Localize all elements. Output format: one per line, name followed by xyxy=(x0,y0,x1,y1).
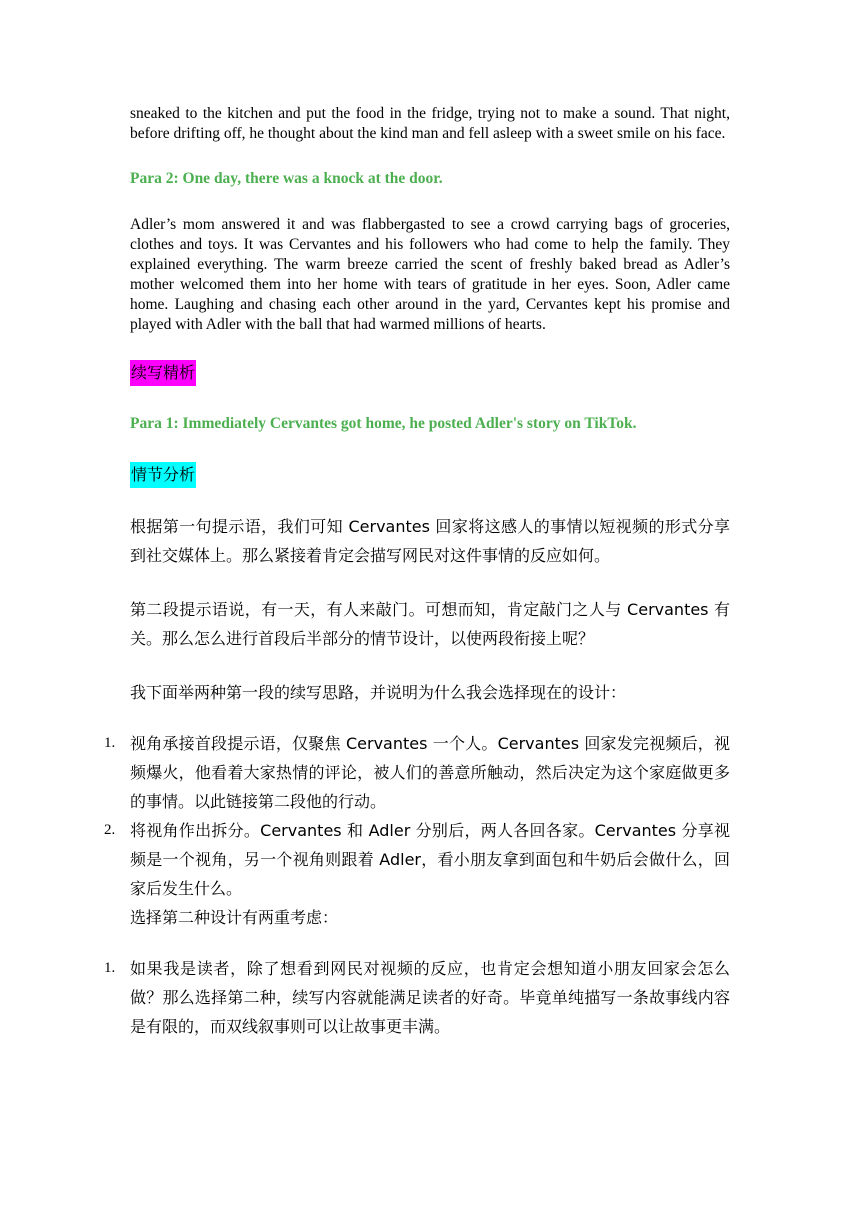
list-number: 1. xyxy=(104,960,116,976)
analysis-paragraph-2: 第二段提示语说，有一天，有人来敲门。可想而知，肯定敲门之人与 Cervantes 有关。那么怎么进行首段后半部分的情节设计，以使两段衔接上呢？ xyxy=(130,600,730,648)
analysis-paragraph-1: 根据第一句提示语，我们可知 Cervantes 回家将这感人的事情以短视频的形式分享到社交媒体上。那么紧接着肯定会描写网民对这件事情的反应如何。 xyxy=(130,517,730,565)
analysis-tag-row xyxy=(130,360,730,386)
plot-tag-row xyxy=(130,462,730,488)
analysis-paragraph-4: 选择第二种设计有两重考虑： xyxy=(130,908,339,927)
para2-heading: Para 2: One day, there was a knock at the door. xyxy=(130,170,443,187)
story-paragraph-end: sneaked to the kitchen and put the food in the fridge, trying not to make a sound. That night, before drifting off, he thought about the kind man and fell asleep with a sweet smile on his face. xyxy=(130,105,730,142)
list-number: 1. xyxy=(104,735,116,751)
design-options-list xyxy=(104,729,730,903)
para2-body: Adler’s mom answered it and was flabbergasted to see a crowd carrying bags of groceries, clothes and toys. It was Cervantes and his followers who had come to help the family. They explained everything. The warm breeze carried the scent of freshly baked bread as Adler’s mother welcomed them into her home with tears of gratitude in her eyes. Soon, Adler came home. Laughing and chasing each other around in the yard, Cervantes kept his promise and played with Adler with the ball that had warmed millions of hearts. xyxy=(130,216,730,333)
analysis-tag: 续写精析 xyxy=(130,360,196,386)
reasons-list xyxy=(104,954,730,1041)
analysis-paragraph-3: 我下面举两种第一段的续写思路，并说明为什么我会选择现在的设计： xyxy=(130,683,627,702)
list-item-text: 将视角作出拆分。Cervantes 和 Adler 分别后，两人各回各家。Cervantes 分享视频是一个视角，另一个视角则跟着 Adler，看小朋友拿到面包和牛奶后会做什么，回家后发生什么。 xyxy=(130,821,730,898)
list-item-text: 视角承接首段提示语，仅聚焦 Cervantes 一个人。Cervantes 回家发完视频后，视频爆火，他看着大家热情的评论，被人们的善意所触动，然后决定为这个家庭做更多的事情。以此链接第二段他的行动。 xyxy=(130,734,730,811)
list-item xyxy=(104,816,730,903)
para1-heading: Para 1: Immediately Cervantes got home, he posted Adler's story on TikTok. xyxy=(130,415,637,432)
list-item xyxy=(104,729,730,816)
plot-analysis-tag: 情节分析 xyxy=(130,462,196,488)
list-item xyxy=(104,954,730,1041)
list-item-text: 如果我是读者，除了想看到网民对视频的反应，也肯定会想知道小朋友回家会怎么做？那么选择第二种，续写内容就能满足读者的好奇。毕竟单纯描写一条故事线内容是有限的，而双线叙事则可以让故事更丰满。 xyxy=(130,959,730,1036)
list-number: 2. xyxy=(104,822,116,838)
document-page xyxy=(104,104,730,1041)
